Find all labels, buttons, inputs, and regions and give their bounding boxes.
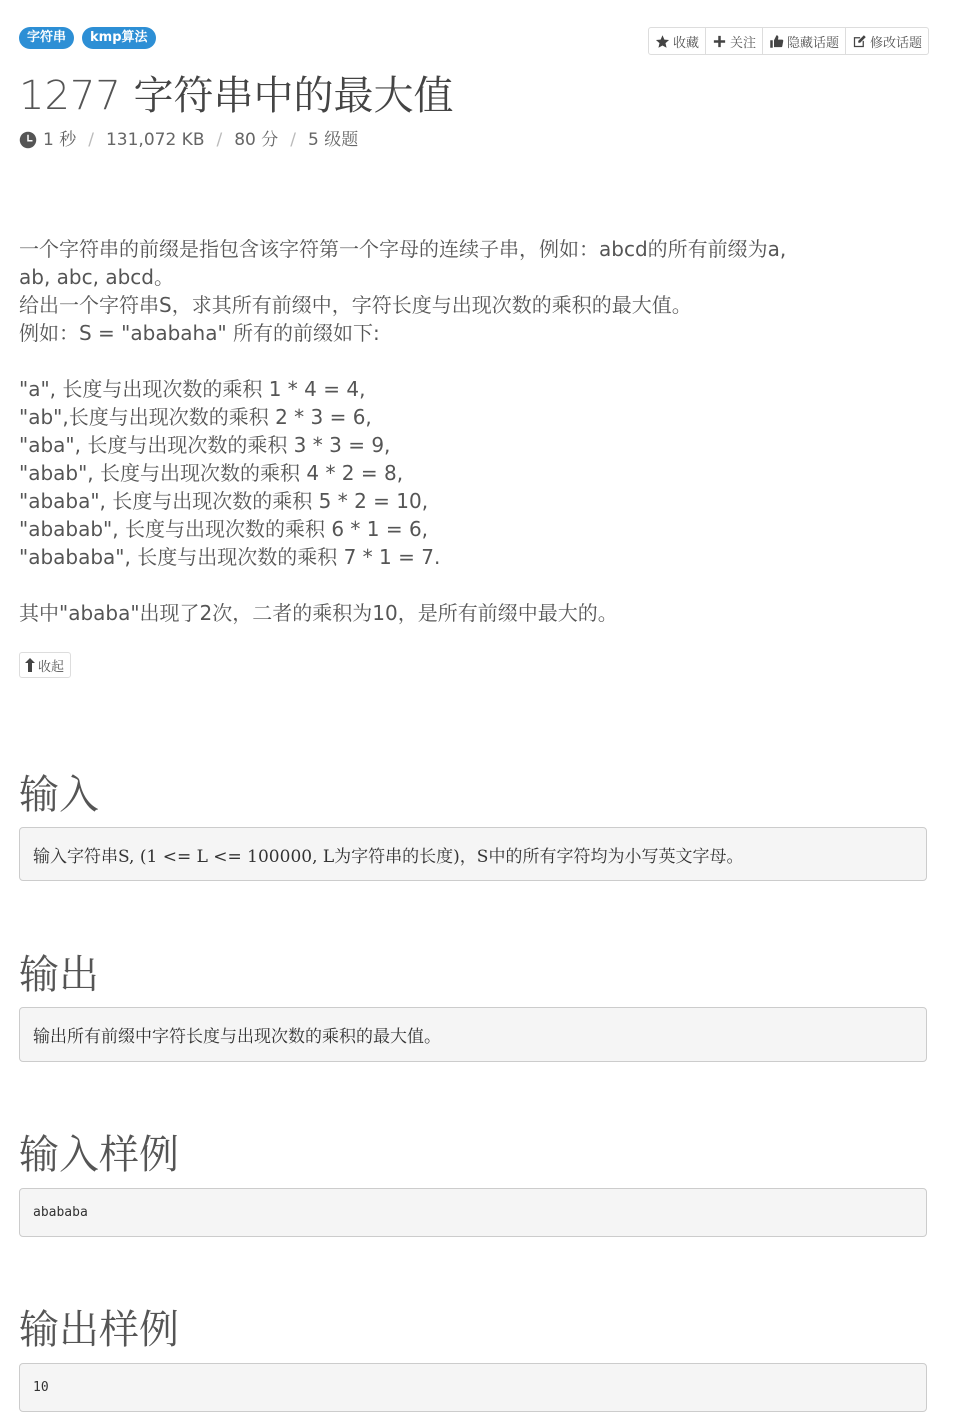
output-description-box: [19, 1007, 927, 1062]
arrow-up-icon: [24, 658, 36, 672]
description-line: "abab", 长度与出现次数的乘积 4 * 2 = 8,: [19, 461, 404, 485]
description-line: 一个字符串的前缀是指包含该字符第一个字母的连续子串，例如：abcd的所有前缀为a,: [19, 237, 787, 261]
description-line: "a", 长度与出现次数的乘积 1 * 4 = 4,: [19, 377, 366, 401]
tag-kmp[interactable]: kmp算法: [82, 27, 156, 49]
output-section-title: 输出: [19, 952, 99, 998]
problem-meta: [19, 128, 358, 152]
description-line: "ababab", 长度与出现次数的乘积 6 * 1 = 6,: [19, 517, 429, 541]
description-line: "ababa", 长度与出现次数的乘积 5 * 2 = 10,: [19, 489, 429, 513]
plus-icon: [712, 34, 727, 49]
meta-separator: /: [290, 130, 296, 150]
star-icon: [655, 34, 670, 49]
memory-limit: 131,072 KB: [105, 130, 205, 150]
sample-input-box: [19, 1188, 927, 1237]
description-blank-line: [19, 347, 924, 375]
edit-icon: [852, 34, 867, 49]
favorite-label: 收藏: [672, 35, 699, 51]
input-description-box: [19, 827, 927, 881]
input-section-title: 输入: [19, 772, 99, 818]
description-line: 给出一个字符串S，求其所有前缀中，字符长度与出现次数的乘积的最大值。: [19, 293, 692, 317]
edit-topic-button[interactable]: [845, 28, 928, 54]
problem-id: 1277: [19, 73, 121, 119]
sample-output: 10: [33, 1380, 49, 1395]
hide-topic-label: 隐藏话题: [786, 35, 839, 51]
hide-topic-button[interactable]: [762, 28, 845, 54]
collapse-button[interactable]: [19, 652, 71, 678]
score: 80 分: [234, 130, 279, 150]
tag-list: [19, 27, 156, 49]
problem-toolbar: [648, 27, 929, 55]
description-line: "abababa", 长度与出现次数的乘积 7 * 1 = 7.: [19, 545, 441, 569]
description-line: "ab",长度与出现次数的乘积 2 * 3 = 6,: [19, 405, 372, 429]
sample-input: abababa: [33, 1205, 88, 1220]
meta-separator: /: [88, 130, 94, 150]
meta-separator: /: [216, 130, 223, 150]
favorite-button[interactable]: [649, 28, 705, 54]
sample-input-title: 输入样例: [19, 1132, 179, 1178]
page-title: [19, 70, 454, 122]
problem-title: 字符串中的最大值: [133, 73, 454, 119]
level: 5 级题: [308, 130, 359, 150]
output-description: 输出所有前缀中字符长度与出现次数的乘积的最大值。: [33, 1027, 441, 1047]
sample-output-title: 输出样例: [19, 1307, 179, 1353]
description-line: 其中"ababa"出现了2次，二者的乘积为10，是所有前缀中最大的。: [19, 601, 618, 625]
sample-output-box: [19, 1363, 927, 1412]
collapse-label: 收起: [38, 659, 65, 675]
description-line: ab, abc, abcd。: [19, 265, 174, 289]
input-description: 输入字符串S, (1 <= L <= 100000, L为字符串的长度)，S中的所有字符均为小写英文字母。: [33, 846, 744, 867]
clock-icon: [19, 131, 37, 149]
follow-button[interactable]: [705, 28, 762, 54]
tag-string[interactable]: 字符串: [19, 27, 74, 49]
description-line: "aba", 长度与出现次数的乘积 3 * 3 = 9,: [19, 433, 391, 457]
description-blank-line: [19, 571, 924, 599]
problem-description: [19, 235, 924, 627]
thumbs-up-icon: [769, 34, 784, 49]
edit-topic-label: 修改话题: [869, 35, 922, 51]
description-line: 例如：S = "ababaha" 所有的前缀如下:: [19, 321, 380, 345]
follow-label: 关注: [729, 35, 756, 51]
time-limit: 1 秒: [43, 130, 77, 150]
